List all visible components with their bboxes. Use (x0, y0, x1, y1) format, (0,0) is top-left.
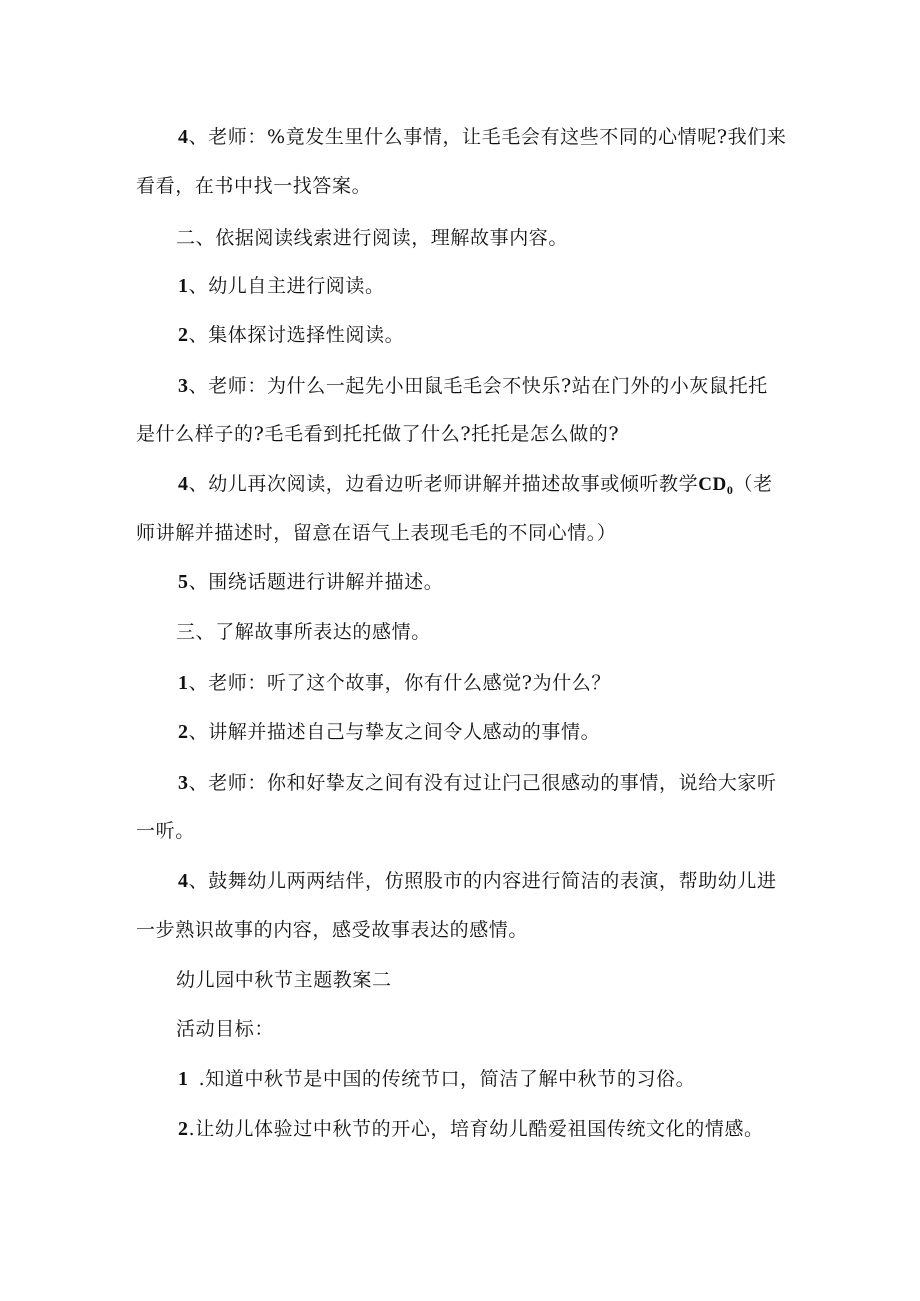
section-2-item-1 (178, 274, 385, 298)
paragraph-4-line-2 (136, 174, 371, 198)
item-text: 一听。 (136, 820, 195, 842)
section-2-heading (176, 226, 568, 250)
item-text: .知道中秋节是中国的传统节口，简洁了解中秋节的习俗。 (198, 1068, 696, 1090)
item-text: 、讲解并描述自己与挚友之间令人感动的事情。 (188, 721, 601, 743)
section-3-item-3-line-2 (136, 819, 195, 843)
item-text: 、老师：听了这个故事，你有什么感觉?为什么？ (188, 672, 611, 694)
item-text: 、老师：%竟发生里什么事情，让毛毛会有这些不同的心情呢?我们来 (188, 126, 787, 148)
item-text: 、集体探讨选择性阅读。 (188, 324, 405, 346)
title-text: 幼儿园中秋节主题教案二 (176, 969, 392, 991)
item-number: 4 (178, 126, 189, 148)
item-text: 、幼儿再次阅读，边看边听老师讲解并描述故事或倾听教学 (188, 473, 699, 495)
item-number: 2 (178, 324, 189, 346)
item-number: 5 (178, 571, 189, 593)
section-3-item-1 (178, 671, 611, 695)
section-3-item-2 (178, 720, 600, 744)
item-number: 1 (178, 672, 189, 694)
section-2-item-4-line-2 (136, 521, 617, 545)
item-text: 、老师：为什么一起先小田鼠毛毛会不快乐?站在门外的小灰鼠托托 (188, 375, 768, 397)
item-text: .让幼儿体验过中秋节的开心，培育幼儿酷爱祖国传统文化的情感。 (188, 1118, 764, 1140)
section-2-item-3-line-2 (136, 422, 619, 446)
item-text: 、鼓舞幼儿两两结伴，仿照股市的内容进行简洁的表演，帮助幼儿进 (188, 870, 777, 892)
cd-label: CD (698, 474, 727, 495)
cd-subscript: 0 (726, 483, 734, 497)
item-text: 、幼儿自主进行阅读。 (188, 275, 385, 297)
goals-label (176, 1017, 274, 1041)
item-text-tail: （老 (733, 473, 773, 495)
plan-2-title (176, 968, 392, 992)
section-2-item-2 (178, 323, 404, 347)
item-number: 4 (178, 473, 189, 495)
item-number: 1 (178, 1068, 189, 1090)
section-3-item-3-line-1 (178, 771, 777, 795)
item-text: 是什么样子的?毛毛看到托托做了什么?托托是怎么做的? (136, 423, 620, 445)
section-2-item-3-line-1 (178, 374, 768, 398)
section-2-item-5 (178, 570, 443, 594)
item-number: 3 (178, 772, 189, 794)
goal-2 (178, 1117, 764, 1141)
section-2-item-4-line-1 (178, 472, 773, 502)
item-number: 2 (178, 721, 189, 743)
section-3-item-4-line-1 (178, 869, 777, 893)
item-number: 1 (178, 275, 189, 297)
section-3-item-4-line-2 (136, 918, 528, 942)
label-text: 活动目标： (176, 1018, 275, 1040)
item-text: 、围绕话题进行讲解并描述。 (188, 571, 444, 593)
item-number: 4 (178, 870, 189, 892)
item-text: 一步熟识故事的内容，感受故事表达的感情。 (136, 919, 529, 941)
item-number: 2 (178, 1118, 189, 1140)
item-number: 3 (178, 375, 189, 397)
goal-1 (178, 1067, 695, 1091)
item-text: 看看，在书中找一找答案。 (136, 175, 372, 197)
section-3-heading (176, 620, 431, 644)
item-text: 师讲解并描述时，留意在语气上表现毛毛的不同心情。） (136, 522, 617, 544)
heading-text: 三、了解故事所表达的感情。 (176, 621, 431, 643)
item-text: 、老师：你和好挚友之间有没有过让闩己很感动的事情，说给大家听 (188, 772, 777, 794)
paragraph-4-line-1 (178, 125, 786, 149)
heading-text: 二、依据阅读线索进行阅读，理解故事内容。 (176, 227, 569, 249)
